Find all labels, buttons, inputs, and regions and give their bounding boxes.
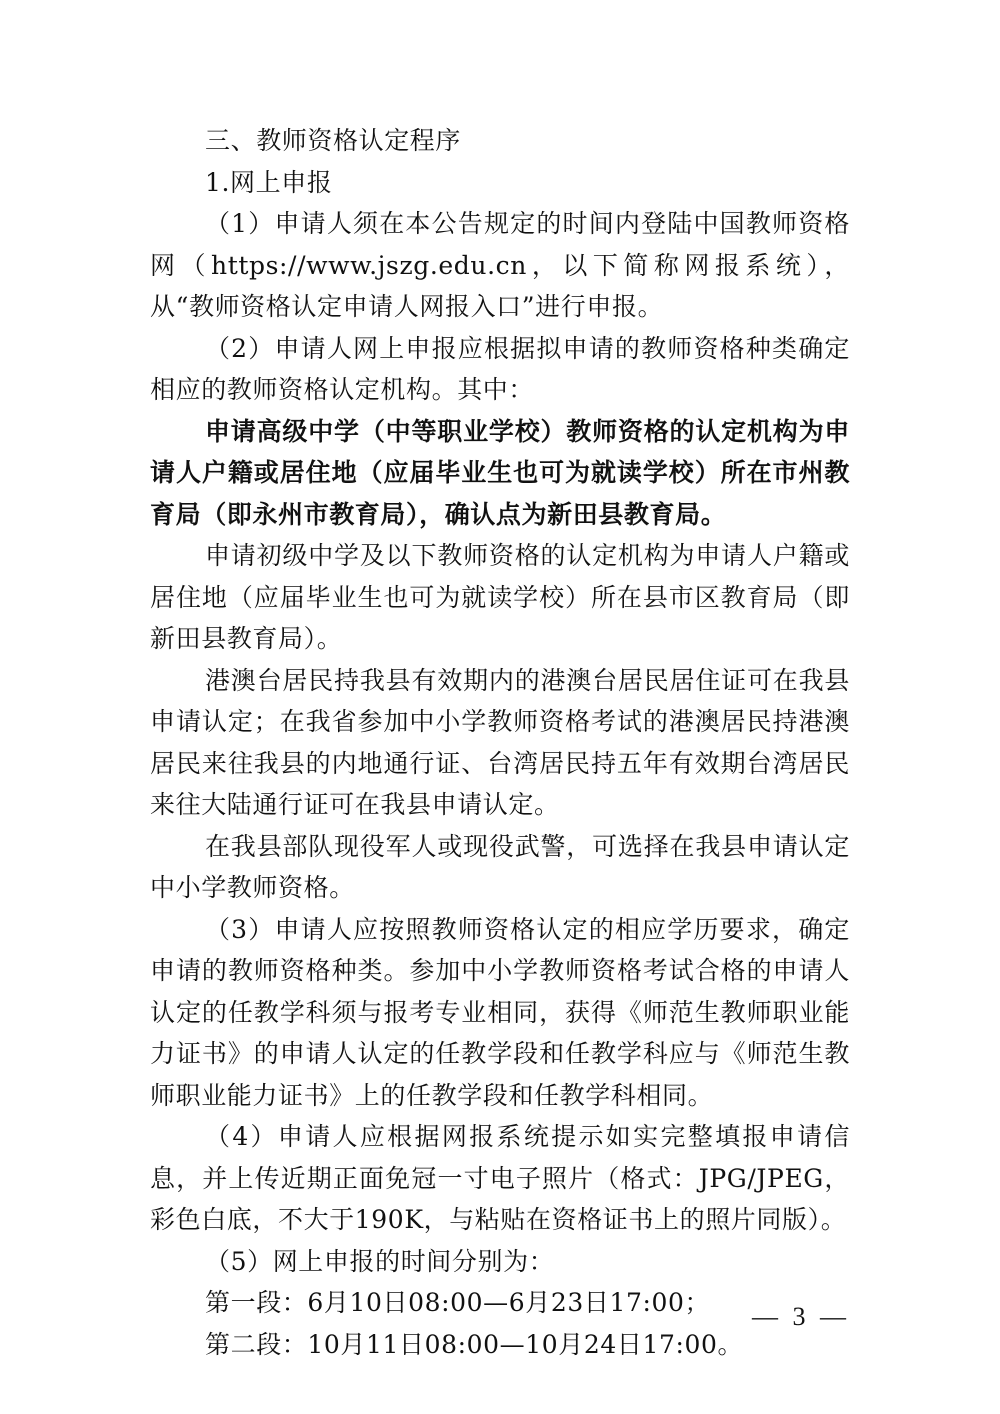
paragraph-2: （2）申请人网上申报应根据拟申请的教师资格种类确定相应的教师资格认定机构。其中： <box>150 333 850 404</box>
section-heading: 三、教师资格认定程序 <box>205 126 462 155</box>
paragraph-3-bold: 申请高级中学（中等职业学校）教师资格的认定机构为申请人户籍或居住地（应届毕业生也可为就读学校）所在市州教育局（即永州市教育局），确认点为新田县教育局。 <box>150 416 850 529</box>
paragraph-11: 第二段：10月11日08:00—10月24日17:00。 <box>205 1329 744 1359</box>
page-number: — 3 — <box>752 1302 850 1331</box>
paragraph-8: （4）申请人应根据网报系统提示如实完整填报申请信息，并上传近期正面免冠一寸电子照片（格式：JPG/JPEG，彩色白底，不大于190K，与粘贴在资格证书上的照片同版）。 <box>150 1122 850 1234</box>
paragraph-1: （1）申请人须在本公告规定的时间内登陆中国教师资格网（https://www.jszg.edu.cn，以下简称网报系统），从“教师资格认定申请人网报入口”进行申报。 <box>150 209 850 321</box>
paragraph-6: 在我县部队现役军人或现役武警，可选择在我县申请认定中小学教师资格。 <box>150 831 850 902</box>
document-page <box>150 120 850 1365</box>
paragraph-4: 申请初级中学及以下教师资格的认定机构为申请人户籍或居住地（应届毕业生也可为就读学校）所在县市区教育局（即新田县教育局）。 <box>150 541 850 653</box>
paragraph-9: （5）网上申报的时间分别为： <box>205 1246 555 1276</box>
subsection-heading: 1.网上申报 <box>205 167 333 197</box>
paragraph-5: 港澳台居民持我县有效期内的港澳台居民居住证可在我县申请认定；在我省参加中小学教师资格考试的港澳居民持港澳居民来往我县的内地通行证、台湾居民持五年有效期台湾居民来往大陆通行证可在我县申请认定。 <box>150 665 850 819</box>
paragraph-10: 第一段：6月10日08:00—6月23日17:00； <box>205 1288 711 1317</box>
paragraph-7: （3）申请人应按照教师资格认定的相应学历要求，确定申请的教师资格种类。参加中小学教师资格考试合格的申请人认定的任教学科须与报考专业相同，获得《师范生教师职业能力证书》的申请人认定的任教学段和任教学科应与《师范生教师职业能力证书》上的任教学段和任教学科相同。 <box>150 914 850 1110</box>
